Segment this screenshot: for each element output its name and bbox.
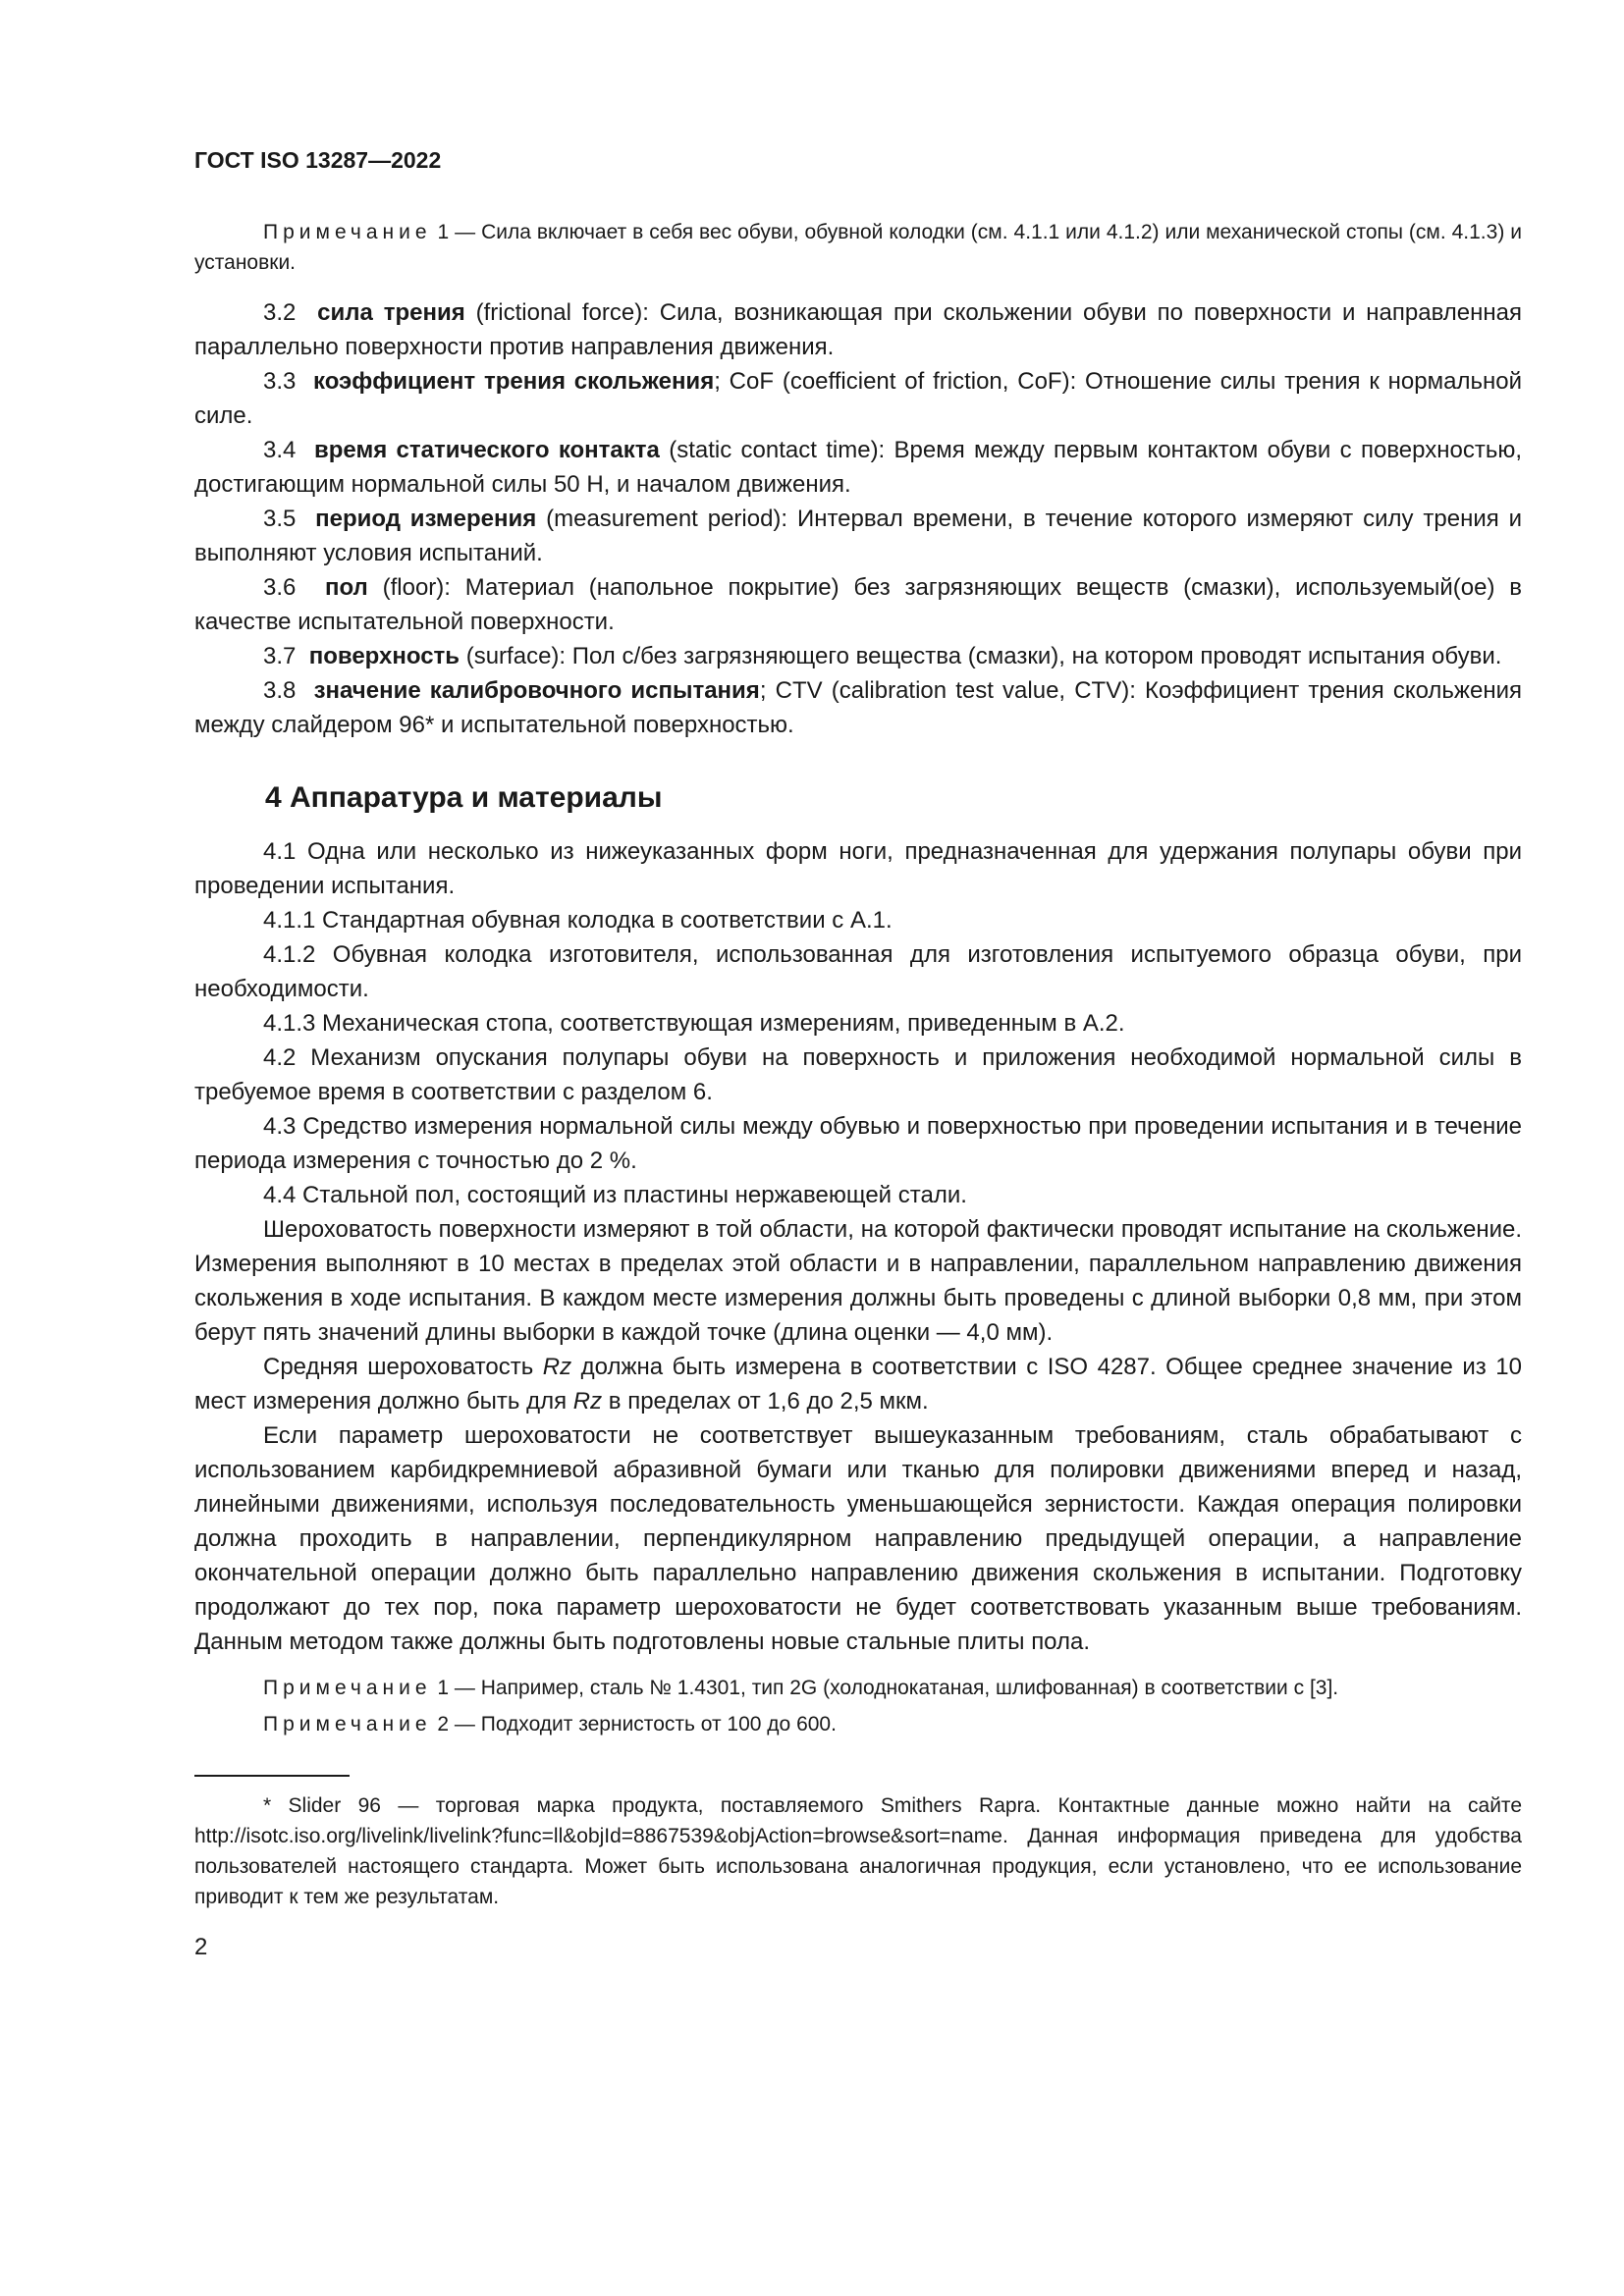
clause-4-1-2: 4.1.2 Обувная колодка изготовителя, использованная для изготовления испытуемого образца обуви, при необходимости. — [194, 941, 1522, 1002]
clause-4-2: 4.2 Механизм опускания полупары обуви на поверхность и приложения необходимой нормальной силы в требуемое время в соответствии с разделом 6. — [194, 1044, 1522, 1105]
term-3-5 — [194, 502, 1522, 570]
polishing-paragraph: Если параметр шероховатости не соответствует вышеуказанным требованиям, сталь обрабатывают с использованием карбидкремниевой абразивной бумаги или тканью для полировки движениями вперед и назад, линейными движениями, используя последовательность уменьшающейся зернистости. Каждая операция полировки должна проходить в направлении, перпендикулярном направлению предыдущей операции, а направление окончательной операции должно быть параллельно направлению движения скольжения в испытании. Подготовку продолжают до тех пор, пока параметр шероховатости не будет соответствовать указанным выше требованиям. Данным методом также должны быть подготовлены новые стальные плиты пола. — [194, 1422, 1522, 1655]
note-1-top — [194, 217, 1522, 278]
term-number: 3.7 — [263, 643, 297, 669]
term-definition: (floor): Материал (напольное покрытие) без загрязняющих веществ (смазки), используемый(ое) в качестве испытательной поверхности. — [194, 574, 1522, 635]
note-1-bottom — [194, 1673, 1522, 1703]
text-run: Средняя шероховатость — [263, 1354, 543, 1380]
footnote-divider — [194, 1775, 350, 1777]
note-2-bottom — [194, 1709, 1522, 1739]
footnote: * Slider 96 — торговая марка продукта, поставляемого Smithers Rapra. Контактные данные можно найти на сайте http://isotc.iso.org/livelink/livelink?func=ll&objId=8867539&objAction=browse&sort=name. Данная информация приведена для удобства пользователей настоящего стандарта. Может быть использована аналогичная продукция, если установлено, что ее использование приводит к тем же результатам. — [194, 1794, 1522, 1908]
page-number: 2 — [194, 1934, 208, 1960]
term-number: 3.2 — [263, 299, 297, 326]
term-definition: (measurement period): Интервал времени, в течение которого измеряют силу трения и выполняют условия испытаний. — [194, 506, 1523, 566]
term-3-7 — [194, 639, 1522, 673]
term-number: 3.6 — [263, 574, 297, 601]
note-label: Примечание — [263, 1677, 432, 1699]
document-page — [194, 147, 1522, 1961]
term-definition: (static contact time): Время между первым контактом обуви с поверхностью, достигающим нормальной силы 50 Н, и началом движения. — [194, 437, 1522, 498]
note-label: Примечание — [263, 1713, 432, 1735]
rz-paragraph — [194, 1350, 1522, 1418]
term-number: 3.5 — [263, 506, 297, 532]
text-run: в пределах от 1,6 до 2,5 мкм. — [602, 1388, 929, 1415]
rz-symbol: Rz — [542, 1354, 572, 1380]
roughness-paragraph: Шероховатость поверхности измеряют в той области, на которой фактически проводят испытание на скольжение. Измерения выполняют в 10 местах в пределах этой области и в направлении, параллельном направлению движения скольжения в ходе испытания. В каждом месте измерения должны быть проведены с длиной выборки 0,8 мм, при этом берут пять значений длины выборки в каждой точке (длина оценки — 4,0 мм). — [194, 1216, 1522, 1346]
term-name: коэффициент трения скольжения — [313, 368, 715, 395]
term-name: значение калибровочного испытания — [313, 677, 760, 704]
term-name: пол — [324, 574, 368, 601]
document-header: ГОСТ ISO 13287—2022 — [194, 147, 442, 173]
section-title: 4 Аппаратура и материалы — [265, 781, 663, 814]
rz-symbol: Rz — [572, 1388, 603, 1415]
note-label: Примечание — [263, 221, 432, 243]
note-text: 2 — Подходит зернистость от 100 до 600. — [431, 1713, 837, 1735]
term-name: поверхность — [308, 643, 460, 669]
term-definition: ; CoF (coefficient of friction, CoF): Отношение силы трения к нормальной силе. — [194, 368, 1522, 429]
term-name: сила трения — [317, 299, 465, 326]
term-number: 3.8 — [263, 677, 297, 704]
term-3-8 — [194, 673, 1522, 742]
term-3-4 — [194, 433, 1522, 502]
clause-4-1-1: 4.1.1 Стандартная обувная колодка в соответствии с А.1. — [263, 907, 893, 934]
note-text: 1 — Сила включает в себя вес обуви, обувной колодки (см. 4.1.1 или 4.1.2) или механической стопы (см. 4.1.3) и установки. — [194, 221, 1522, 274]
term-3-2 — [194, 295, 1522, 364]
term-definition: (frictional force): Сила, возникающая при скольжении обуви по поверхности и направленная параллельно поверхности против направления движения. — [194, 299, 1522, 360]
term-definition: ; CTV (calibration test value, CTV): Коэффициент трения скольжения между слайдером 96* и испытательной поверхностью. — [194, 677, 1522, 738]
term-3-3 — [194, 364, 1522, 433]
clause-4-3: 4.3 Средство измерения нормальной силы между обувью и поверхностью при проведении испытания и в течение периода измерения с точностью до 2 %. — [194, 1113, 1522, 1174]
term-3-6 — [194, 570, 1522, 639]
note-text: 1 — Например, сталь № 1.4301, тип 2G (холоднокатаная, шлифованная) в соответствии с [3]. — [431, 1677, 1339, 1699]
clause-4-4: 4.4 Стальной пол, состоящий из пластины нержавеющей стали. — [263, 1182, 967, 1208]
text-run: должна быть измерена в соответствии с ISO 4287. Общее среднее значение из 10 мест измерения должно быть для — [194, 1354, 1523, 1415]
term-number: 3.3 — [263, 368, 297, 395]
term-name: время статического контакта — [314, 437, 660, 463]
term-name: период измерения — [315, 506, 537, 532]
term-definition: (surface): Пол с/без загрязняющего вещества (смазки), на котором проводят испытания обуви. — [460, 643, 1502, 669]
clause-4-1: 4.1 Одна или несколько из нижеуказанных форм ноги, предназначенная для удержания полупары обуви при проведении испытания. — [194, 838, 1522, 899]
clause-4-1-3: 4.1.3 Механическая стопа, соответствующая измерениям, приведенным в А.2. — [263, 1010, 1125, 1037]
term-number: 3.4 — [263, 437, 297, 463]
